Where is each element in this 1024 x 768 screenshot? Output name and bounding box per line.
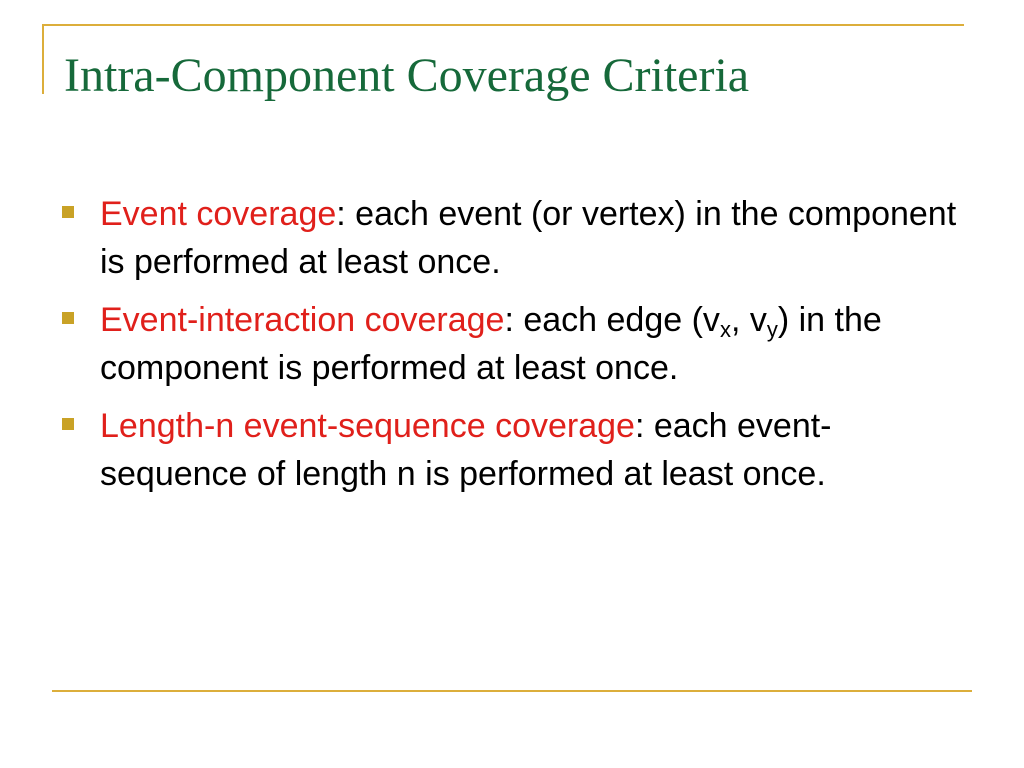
bullet-text: : each edge (v [504, 301, 720, 339]
bullet-text: : each event-sequence of length n is performed at least once. [100, 407, 832, 493]
subscript-y: y [766, 317, 778, 342]
bullet-list [62, 190, 962, 508]
bullet-item [62, 402, 962, 498]
square-bullet-icon [62, 418, 74, 430]
bullet-term: Event coverage [100, 195, 337, 233]
square-bullet-icon [62, 312, 74, 324]
square-bullet-icon [62, 206, 74, 218]
bullet-item [62, 190, 962, 286]
bottom-accent-rule [52, 690, 972, 692]
bullet-text: ) in the component is performed at least once. [100, 301, 882, 387]
bullet-text: : each event (or vertex) in the component is performed at least once. [100, 195, 957, 281]
slide-title: Intra-Component Coverage Criteria [64, 49, 750, 102]
bullet-term: Length-n event-sequence coverage [100, 407, 635, 445]
top-accent-rule [42, 24, 964, 26]
bullet-term: Event-interaction coverage [100, 301, 505, 339]
subscript-x: x [719, 317, 731, 342]
bullet-text: , v [730, 301, 767, 339]
bullet-item [62, 296, 962, 392]
left-accent-rule [42, 24, 44, 94]
